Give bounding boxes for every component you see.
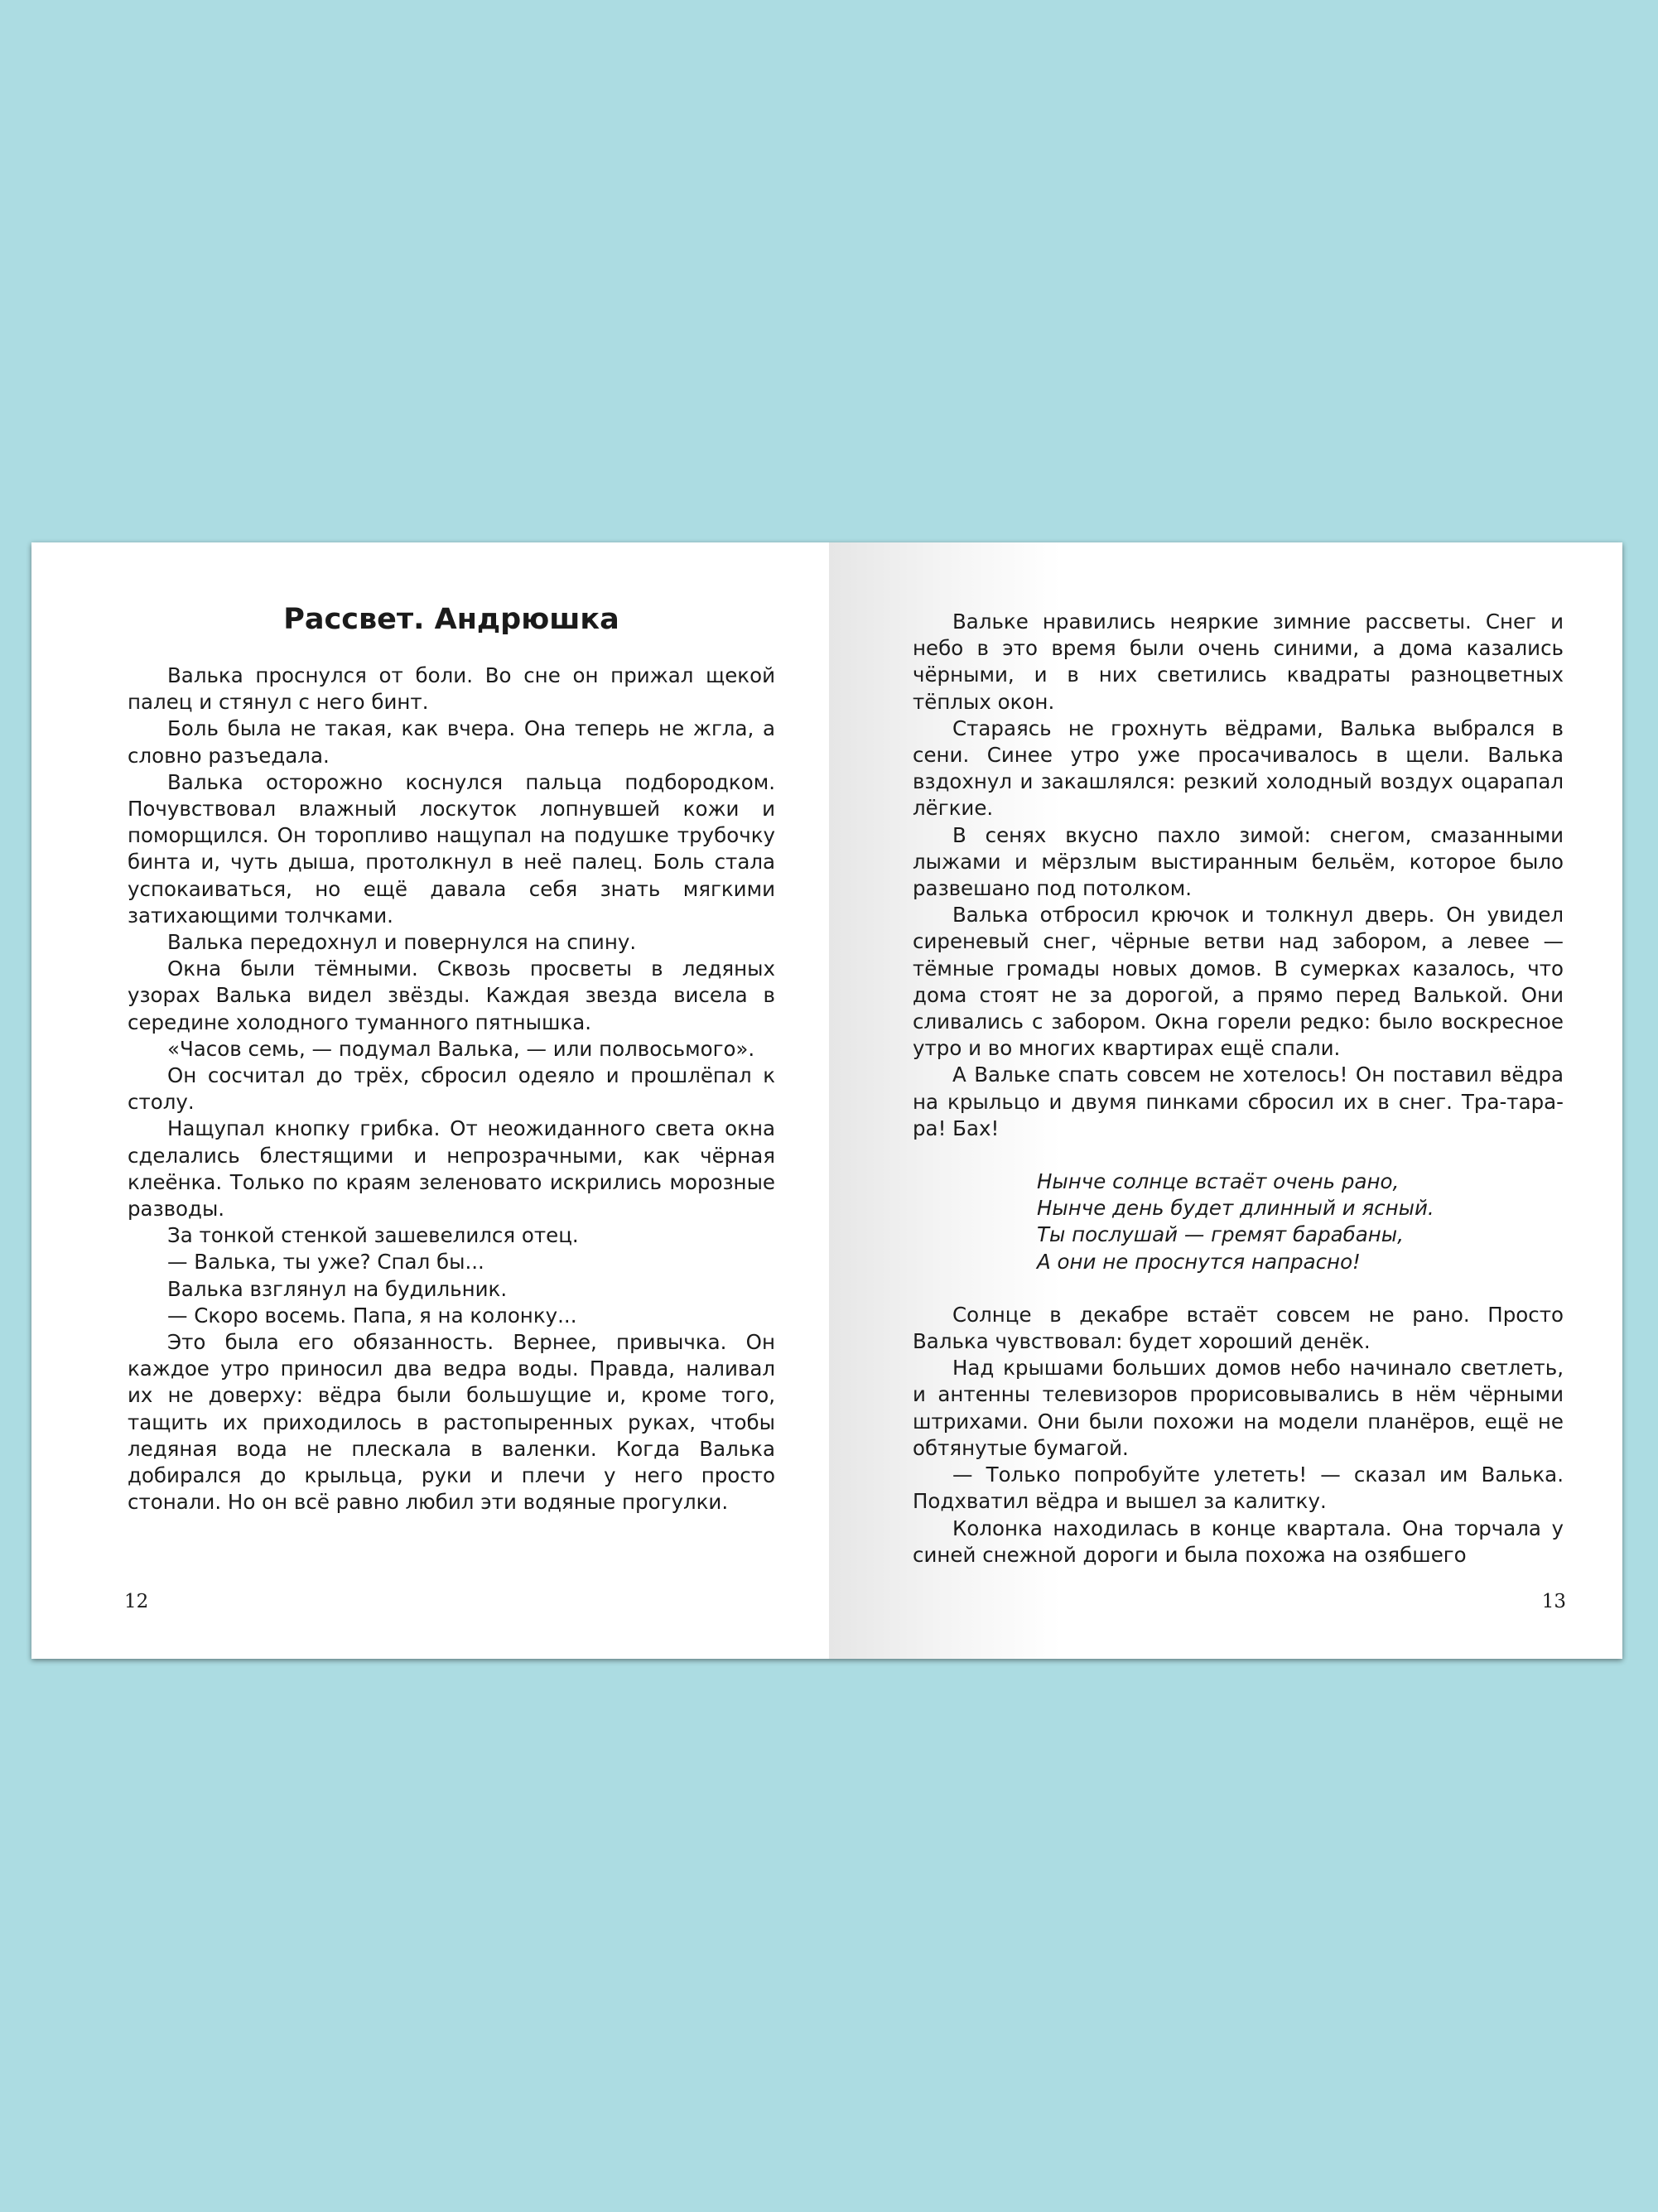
book-spread — [31, 542, 1622, 1659]
paragraph: Валька передохнул и повернулся на спину. — [167, 930, 637, 955]
page-number-left: 12 — [124, 1591, 149, 1612]
paragraph: За тонкой стенкой зашевелился отец. — [167, 1223, 579, 1248]
paragraph: Боль была не такая, как вчера. Она теперь не жгла, а словно разъедала. — [128, 716, 775, 768]
paragraph: «Часов семь, — подумал Валька, — или полвосьмого». — [167, 1036, 755, 1061]
paragraph: Валька взглянул на будильник. — [167, 1276, 508, 1301]
poem-line: Нынче солнце встаёт очень рано, — [1037, 1169, 1400, 1194]
dialogue-line: — Скоро восемь. Папа, я на колонку... — [167, 1303, 577, 1328]
paragraph: Нащупал кнопку грибка. От неожиданного света окна сделались блестящими и непрозрачными, как чёрная клеёнка. Только по краям зеленовато искрились морозные разводы. — [128, 1116, 775, 1222]
paragraph: Валька осторожно коснулся пальца подбородком. Почувствовал влажный лоскуток лопнувшей кожи и поморщился. Он торопливо нащупал на подушке трубочку бинта и, чуть дыша, протолкнул в неё палец. Боль стала успокаиваться, но ещё давала себя знать мягкими затихающими толчками. — [128, 769, 775, 928]
paragraph: Стараясь не грохнуть вёдрами, Валька выбрался в сени. Синее утро уже просачивалось в щели. Валька вздохнул и закашлялся: резкий холодный воздух оцарапал лёгкие. — [913, 716, 1564, 821]
paragraph: Он сосчитал до трёх, сбросил одеяло и прошлёпал к столу. — [128, 1063, 775, 1115]
paragraph: Солнце в декабре встаёт совсем не рано. Просто Валька чувствовал: будет хороший денёк. — [913, 1302, 1564, 1354]
poem-line: Нынче день будет длинный и ясный. — [1037, 1196, 1434, 1221]
left-page-text — [128, 663, 775, 1516]
dialogue-line: — Только попробуйте улететь! — сказал им Валька. Подхватил вёдра и вышел за калитку. — [913, 1463, 1564, 1514]
poem — [1037, 1169, 1564, 1275]
paragraph: Окна были тёмными. Сквозь просветы в ледяных узорах Валька видел звёзды. Каждая звезда висела в середине холодного туманного пятнышка. — [128, 957, 775, 1034]
dialogue-line: — Валька, ты уже? Спал бы... — [167, 1250, 484, 1275]
paragraph: Вальке нравились неяркие зимние рассветы. Снег и небо в это время были очень синими, а дома казались чёрными, и в них светились квадраты разноцветных тёплых окон. — [913, 610, 1564, 714]
poem-line: А они не проснутся напрасно! — [1037, 1249, 1361, 1274]
right-page-text — [913, 609, 1564, 1569]
paragraph: Валька отбросил крючок и толкнул дверь. Он увидел сиреневый снег, чёрные ветви над забором, а левее — тёмные громады новых домов. В сумерках казалось, что дома стоят не за дорогой, а прямо перед Валькой. Они сливались с забором. Окна горели редко: было воскресное утро и во многих квартирах ещё спали. — [913, 903, 1564, 1061]
chapter-title: Рассвет. Андрюшка — [283, 603, 619, 636]
paragraph: Колонка находилась в конце квартала. Она торчала у синей снежной дороги и была похожа на озябшего — [913, 1516, 1564, 1567]
page-number-right: 13 — [1541, 1591, 1566, 1612]
paragraph: В сенях вкусно пахло зимой: снегом, смазанными лыжами и мёрзлым выстиранным бельём, которое было развешано под потолком. — [913, 822, 1564, 901]
paragraph: Это была его обязанность. Вернее, привычка. Он каждое утро приносил два ведра воды. Правда, наливал их не доверху: вёдра были большущие и, кроме того, тащить их приходилось в растопыренных руках, чтобы ледяная вода не плескала в валенки. Когда Валька добирался до крыльца, руки и плечи у него просто стонали. Но он всё равно любил эти водяные прогулки. — [128, 1330, 775, 1515]
paragraph: Над крышами больших домов небо начинало светлеть, и антенны телевизоров прорисовывались в нём чёрными штрихами. Они были похожи на модели планёров, ещё не обтянутые бумагой. — [913, 1356, 1564, 1460]
poem-line: Ты послушай — гремят барабаны, — [1037, 1222, 1404, 1247]
paragraph: А Вальке спать совсем не хотелось! Он поставил вёдра на крыльцо и двумя пинками сбросил их в снег. Тра-тара-ра! Бах! — [913, 1063, 1564, 1140]
paragraph: Валька проснулся от боли. Во сне он прижал щекой палец и стянул с него бинт. — [128, 663, 775, 715]
